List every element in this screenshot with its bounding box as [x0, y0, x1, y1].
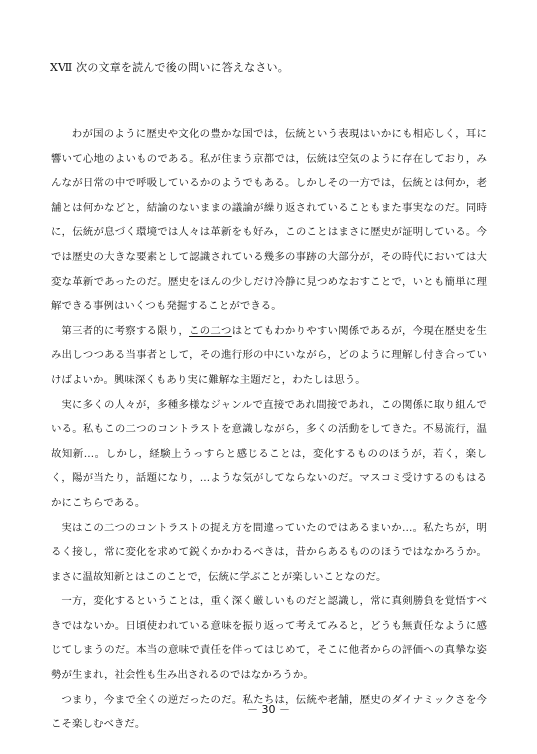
passage-paragraph-5: 一方，変化するということは，重く深く厳しいものだと認識し，常に真剣勝負を覚悟すべきではないか。日頃使われている意味を振り返って考えてみると，どうも無責任なように感じてしまうのだ。本当の意味で責任を伴ってはじめて，そこに他者からの評価への真摯な姿勢が生まれ，社会性も生み出されるのではなかろうか。 — [51, 595, 487, 682]
passage-paragraph-3: 実に多くの人々が，多種多様なジャンルで直接であれ間接であれ，この関係に取り組んでいる。私もこの二つのコントラストを意識しながら，多くの活動をしてきた。不易流行，温故知新…。しかし，経験上うっすらと感じることは，変化するもののほうが，若く，楽しく，陽が当たり，話題になり，…ような気がしてならないのだ。マスコミ受けするのもはるかにこちらである。 — [51, 398, 487, 509]
paragraph-2-lead: 第三者的に考察する限り， — [61, 324, 190, 337]
passage-paragraph-4: 実はこの二つのコントラストの捉え方を間違っていたのではあるまいか…。私たちが，明るく接し，常に変化を求めて鋭くかかわるべきは，昔からあるもののほうではなかろうか。まさに温故知新とはこのことで，伝統に学ぶことが楽しいことなのだ。 — [51, 521, 487, 583]
paragraph-2-rest: はとてもわかりやすい関係であるが，今現在歴史を生み出しつつある当事者として，その進行形の中にいながら，どのように理解し付き合っていけばよいか。興味深くもあり実に難解な主題だと，わたしは思う。 — [51, 324, 487, 386]
passage-paragraph-2 — [51, 319, 487, 393]
underlined-phrase: この二つ — [189, 324, 232, 337]
passage-paragraph-6: つまり，今まで全くの逆だったのだ。私たちは，伝統や老舗，歴史のダイナミックさを今こそ楽しむべきだ。 — [51, 693, 487, 731]
reading-passage — [51, 122, 487, 737]
passage-paragraph-1: わが国のように歴史や文化の豊かな国では，伝統という表現はいかにも相応しく，耳に響いて心地のよいものである。私が住まう京都では，伝統は空気のように存在しており，みんなが日常の中で呼吸しているかのようでもある。しかしその一方では，伝統とは何か，老舗とは何かなどと，結論のないままの議論が繰り返されていることもまた事実なのだ。同時に，伝統が息づく環境では人々は革新をも好み，このことはまさに歴史が証明している。今では歴史の大きな要素として認識されている幾多の事跡の大部分が，その時代においては大変な革新であったのだ。歴史をほんの少しだけ冷静に見つめなおすことで，いとも簡単に理解できる事例はいくつも発掘することができる。 — [51, 128, 487, 313]
page-number: － 30 － — [247, 703, 290, 716]
question-heading: ⅩⅦ 次の文章を読んで後の問いに答えなさい。 — [50, 61, 289, 74]
